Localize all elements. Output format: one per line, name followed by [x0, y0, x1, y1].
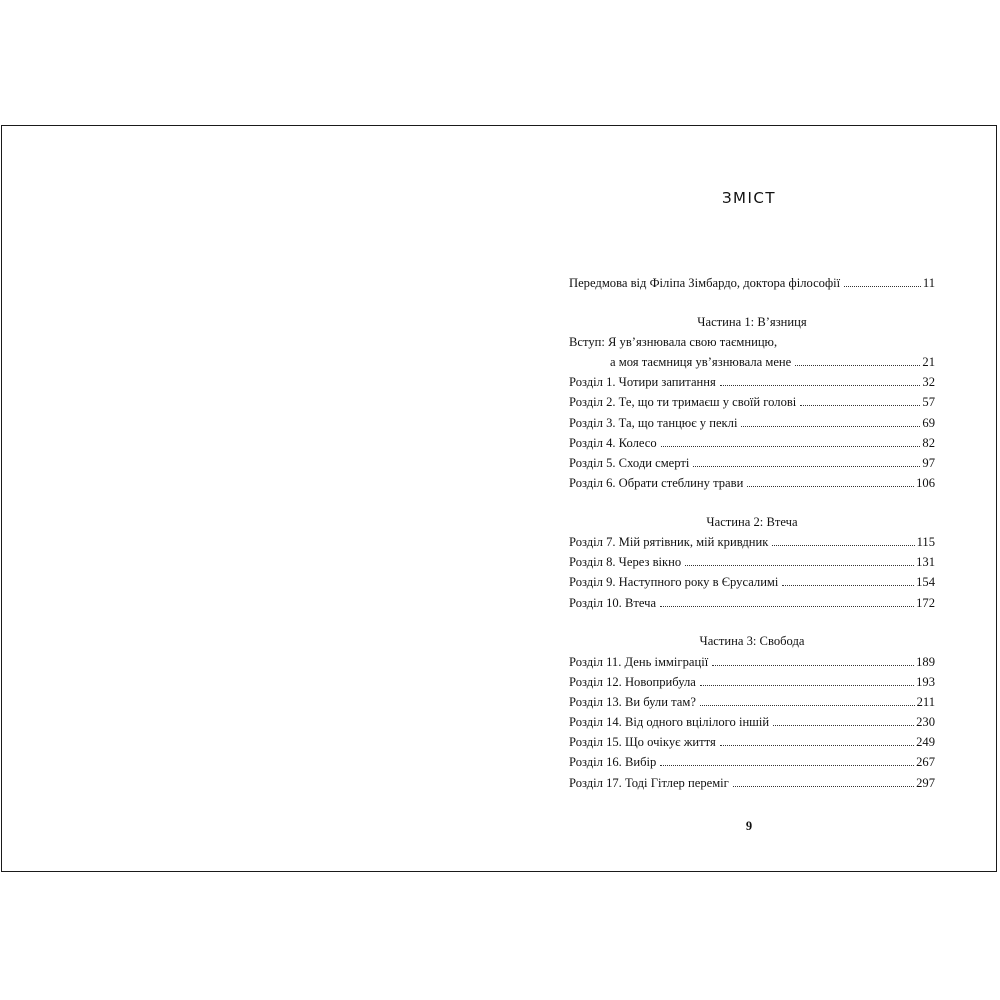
- entry-label: Розділ 11. День імміграції: [569, 654, 709, 669]
- toc-entry[interactable]: [569, 433, 935, 453]
- left-page: [2, 126, 500, 871]
- toc-entry[interactable]: [569, 413, 935, 433]
- dot-leader: [720, 385, 921, 386]
- toc-entry-intro[interactable]: [569, 332, 935, 352]
- entry-page: 69: [922, 415, 935, 430]
- toc-entry-intro-continued[interactable]: [569, 352, 935, 372]
- entry-page: 57: [922, 395, 935, 410]
- toc-entry[interactable]: [569, 692, 935, 712]
- dot-leader: [772, 545, 914, 546]
- entry-label: Розділ 12. Новоприбула: [569, 674, 696, 689]
- entry-label: Розділ 1. Чотири запитання: [569, 375, 716, 390]
- contents-heading: ЗМІСТ: [721, 189, 777, 207]
- toc-entry[interactable]: [569, 453, 935, 473]
- entry-page: 106: [916, 476, 935, 491]
- entry-label: Розділ 10. Втеча: [569, 595, 657, 610]
- entry-label: Розділ 8. Через вікно: [569, 555, 682, 570]
- entry-page: 11: [922, 276, 935, 290]
- dot-leader: [733, 786, 914, 787]
- dot-leader: [844, 286, 921, 287]
- entry-label: Розділ 6. Обрати стеблину трави: [569, 476, 744, 491]
- entry-page: 230: [916, 715, 935, 730]
- entry-page: 267: [916, 755, 935, 770]
- entry-page: 21: [922, 355, 935, 370]
- entry-page: 154: [916, 575, 935, 590]
- entry-page: 189: [916, 654, 935, 669]
- entry-label: а моя таємниця ув’язнювала мене: [610, 355, 792, 370]
- entry-label: Розділ 2. Те, що ти тримаєш у своїй голові: [569, 395, 797, 410]
- table-of-contents: [569, 273, 935, 793]
- dot-leader: [782, 585, 914, 586]
- page-number: 9: [745, 819, 753, 833]
- entry-page: 32: [922, 375, 935, 390]
- entry-page: 172: [916, 595, 935, 610]
- dot-leader: [693, 466, 920, 467]
- entry-page: 211: [916, 694, 935, 709]
- toc-entry[interactable]: [569, 652, 935, 672]
- entry-label: Розділ 3. Та, що танцює у пеклі: [569, 415, 738, 430]
- entry-page: 97: [922, 456, 935, 470]
- entry-label: Розділ 16. Вибір: [569, 755, 657, 770]
- entry-label: Розділ 15. Що очікує життя: [569, 735, 716, 750]
- book-spread: [1, 125, 997, 872]
- part-title-3: Частина 3: Свобода: [699, 634, 805, 649]
- toc-entry[interactable]: [569, 392, 935, 412]
- dot-leader: [720, 745, 914, 746]
- dot-leader: [660, 765, 914, 766]
- dot-leader: [700, 685, 914, 686]
- entry-page: 249: [916, 735, 935, 750]
- toc-entry[interactable]: [569, 732, 935, 752]
- entry-label: Розділ 4. Колесо: [569, 435, 657, 450]
- dot-leader: [661, 446, 921, 447]
- dot-leader: [660, 606, 914, 607]
- toc-entry[interactable]: [569, 572, 935, 592]
- right-page: [500, 126, 998, 871]
- part-title-2: Частина 2: Втеча: [706, 514, 798, 529]
- dot-leader: [685, 565, 914, 566]
- dot-leader: [800, 405, 920, 406]
- dot-leader: [773, 725, 914, 726]
- part-title-1: Частина 1: В’язниця: [697, 314, 807, 329]
- entry-label: Розділ 7. Мій рятівник, мій кривдник: [569, 535, 769, 550]
- dot-leader: [795, 365, 920, 366]
- toc-entry[interactable]: [569, 672, 935, 692]
- toc-entry[interactable]: [569, 372, 935, 392]
- entry-page: 297: [916, 775, 935, 790]
- entry-label: Вступ: Я ув’язнювала свою таємницю,: [569, 334, 778, 349]
- toc-entry[interactable]: [569, 532, 935, 552]
- dot-leader: [741, 426, 920, 427]
- dot-leader: [747, 486, 914, 487]
- entry-page: 82: [922, 435, 935, 450]
- entry-page: 131: [916, 555, 935, 570]
- entry-label: Передмова від Філіпа Зімбардо, доктора філософії: [569, 276, 841, 290]
- dot-leader: [712, 665, 914, 666]
- toc-entry[interactable]: [569, 752, 935, 772]
- entry-label: Розділ 13. Ви були там?: [569, 694, 696, 709]
- entry-label: Розділ 9. Наступного року в Єрусалимі: [569, 575, 779, 590]
- entry-label: Розділ 5. Сходи смерті: [569, 456, 690, 470]
- toc-entry[interactable]: [569, 712, 935, 732]
- dot-leader: [700, 705, 915, 706]
- toc-entry[interactable]: [569, 773, 935, 793]
- entry-page: 193: [916, 674, 935, 689]
- toc-entry-preface[interactable]: [569, 273, 935, 293]
- toc-entry[interactable]: [569, 473, 935, 493]
- entry-label: Розділ 14. Від одного вцілілого іншій: [569, 715, 770, 730]
- toc-entry[interactable]: [569, 552, 935, 572]
- entry-label: Розділ 17. Тоді Гітлер переміг: [569, 775, 729, 790]
- entry-page: 115: [916, 535, 935, 550]
- toc-entry[interactable]: [569, 593, 935, 613]
